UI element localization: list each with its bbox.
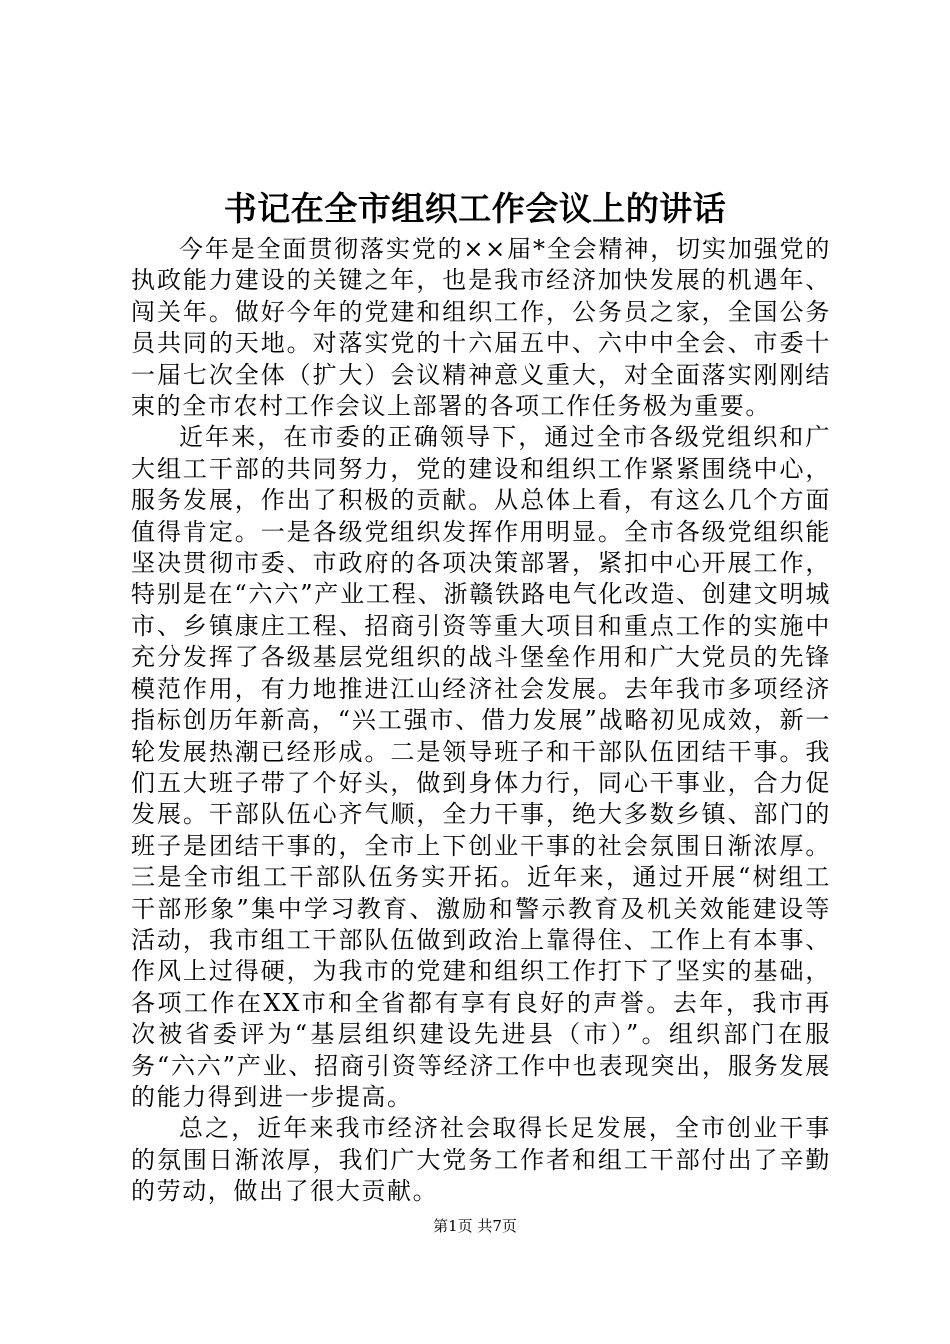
paragraph-2: 近年来，在市委的正确领导下，通过全市各级党组织和广大组工干部的共同努力，党的建设和组织工作紧紧围绕中心，服务发展，作出了积极的贡献。从总体上看，有这么几个方面值得肯定。一是各级党组织发挥作用明显。全市各级党组织能坚决贯彻市委、市政府的各项决策部署，紧扣中心开展工作，特别是在“六六”产业工程、浙赣铁路电气化改造、创建文明城市、乡镇康庄工程、招商引资等重大项目和重点工作的实施中充分发挥了各级基层党组织的战斗堡垒作用和广大党员的先锋模范作用，有力地推进江山经济社会发展。去年我市多项经济指标创历年新高，“兴工强市、借力发展”战略初见成效，新一轮发展热潮已经形成。二是领导班子和干部队伍团结干事。我们五大班子带了个好头，做到身体力行，同心干事业，合力促发展。干部队伍心齐气顺，全力干事，绝大多数乡镇、部门的班子是团结干事的，全市上下创业干事的社会氛围日渐浓厚。三是全市组工干部队伍务实开拓。近年来，通过开展“树组工干部形象”集中学习教育、激励和警示教育及机关效能建设等活动，我市组工干部队伍做到政治上靠得住、工作上有本事、作风上过得硬，为我市的党建和组织工作打下了坚实的基础，各项工作在XX市和全省都有享有良好的声誉。去年，我市再次被省委评为“基层组织建设先进县（市）”。组织部门在服务“六六”产业、招商引资等经济工作中也表现突出，服务发展的能力得到进一步提高。 [131,423,831,1111]
paragraph-3: 总之，近年来我市经济社会取得长足发展，全市创业干事的氛围日渐浓厚，我们广大党务工作者和组工干部付出了辛勤的劳动，做出了很大贡献。 [131,1114,831,1206]
paragraph-1: 今年是全面贯彻落实党的××届*全会精神，切实加强党的执政能力建设的关键之年，也是我市经济加快发展的机遇年、闯关年。做好今年的党建和组织工作，公务员之家，全国公务员共同的天地。对落实党的十六届五中、六中中全会、市委十一届七次全体（扩大）会议精神意义重大，对全面落实刚刚结束的全市农村工作会议上部署的各项工作任务极为重要。 [131,235,831,421]
page-number: 第1页 共7页 [433,1217,517,1235]
page-footer [0,1215,950,1237]
document-title: 书记在全市组织工作会议上的讲话 [223,189,727,228]
document-body [131,234,831,1208]
